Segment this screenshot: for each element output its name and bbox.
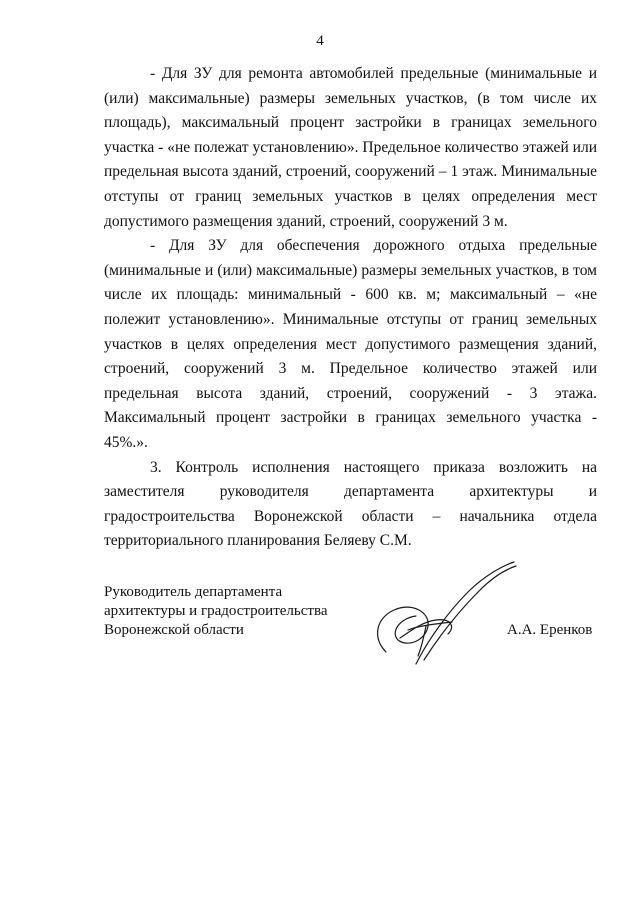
- paragraph-road-rest: - Для ЗУ для обеспечения дорожного отдыха предельные (минимальные и (или) максимальные) размеры земельных участков, в том числе их площадь: минимальный - 600 кв. м; максимальный – «не полежит установлению». Минимальные отступы от границ земельных участков в целях определения мест допустимого размещения зданий, строений, сооружений 3 м. Предельное количество этажей или предельная высота зданий, строений, сооружений - 3 этажа. Максимальный процент застройки в границах земельного участка - 45%.».: [104, 237, 597, 451]
- handwritten-signature: [364, 560, 524, 680]
- paragraph-control: 3. Контроль исполнения настоящего приказа возложить на заместителя руководителя департамента архитектуры и градостроительства Воронежской области – начальника отдела территориального планирования Беляеву С.М.: [104, 458, 597, 550]
- paragraph-car-repair: - Для ЗУ для ремонта автомобилей предельные (минимальные и (или) максимальные) размеры земельных участков, (в том числе их площадь), максимальный процент застройки в границах земельного участка - «не полежат установлению». Предельное количество этажей или предельная высота зданий, строений, сооружений – 1 этаж. Минимальные отступы от границ земельных участков в целях определения мест допустимого размещения зданий, строений, сооружений 3 м.: [104, 65, 597, 230]
- signature-position: [104, 583, 327, 640]
- signature-position-line: архитектуры и градостроительства: [104, 603, 328, 619]
- signer-name: А.А. Еренков: [507, 622, 593, 638]
- document-body: [104, 62, 597, 554]
- signature-position-line: Руководитель департамента: [104, 584, 283, 600]
- signature-position-line: Воронежской области: [104, 622, 244, 638]
- page-number: 4: [316, 33, 324, 49]
